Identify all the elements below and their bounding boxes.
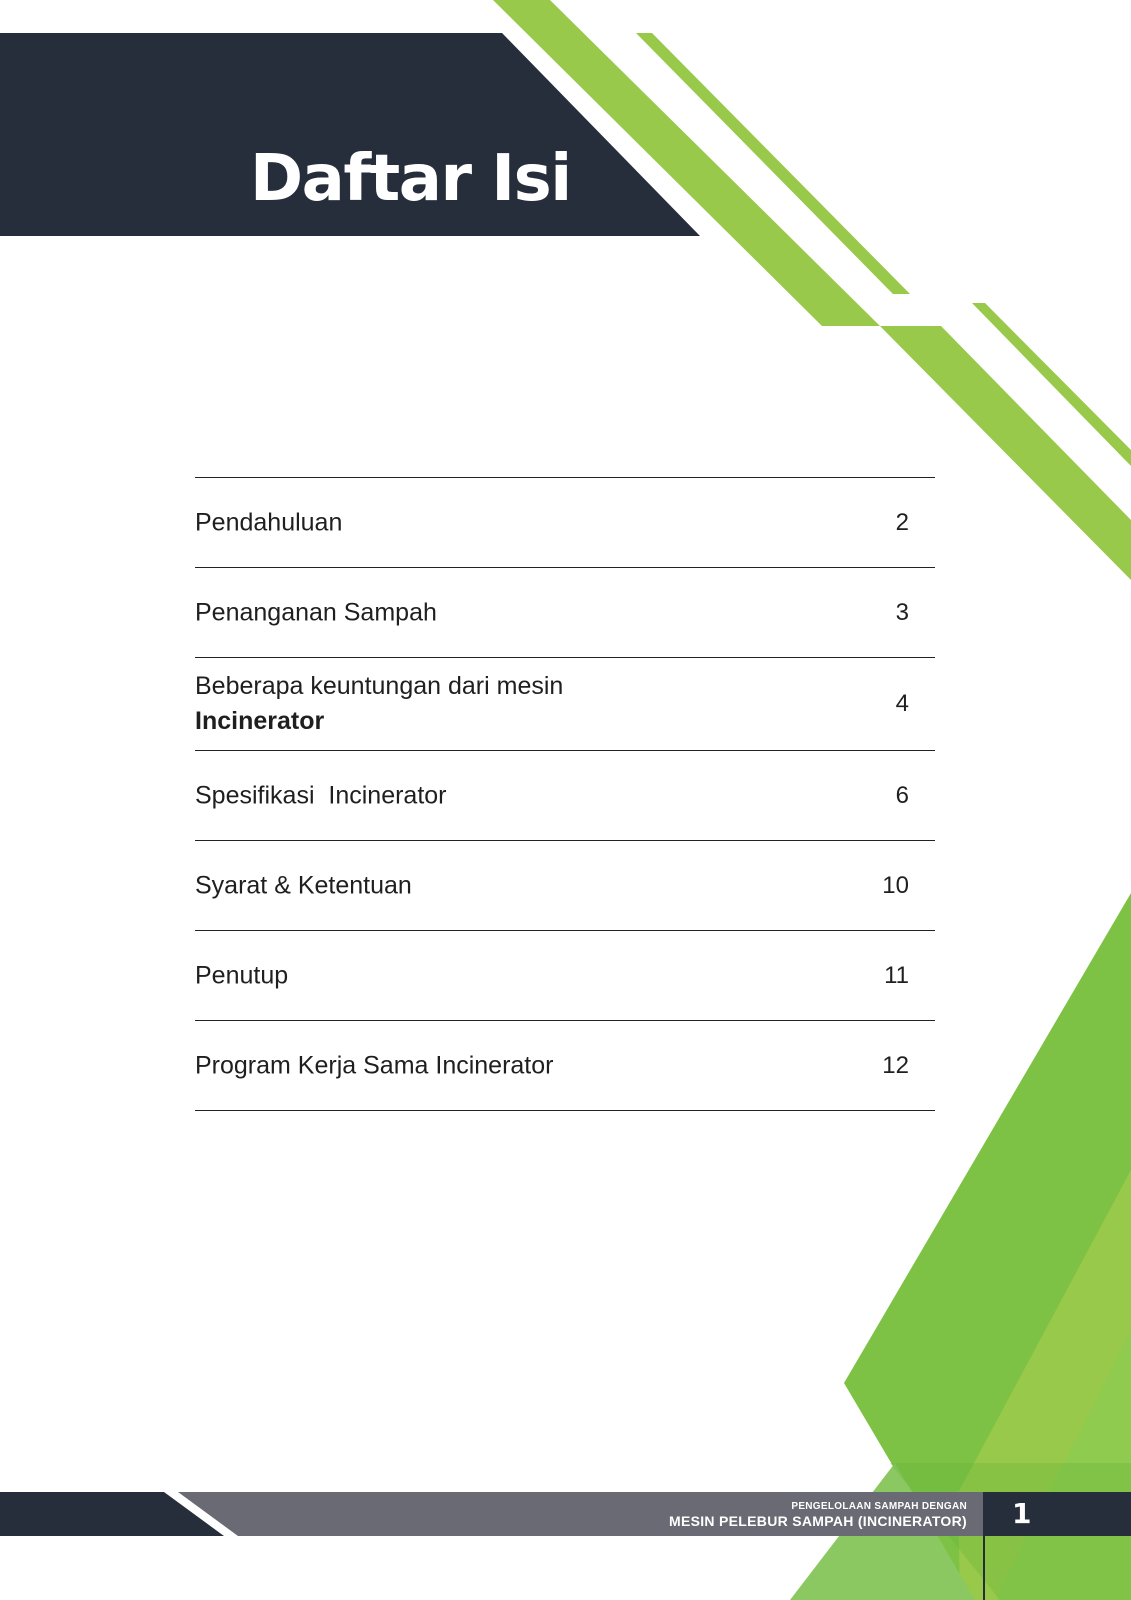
toc-entry-page: 2: [895, 508, 909, 536]
toc-entry-label: Program Kerja Sama Incinerator: [195, 1051, 554, 1079]
toc-entry-label-bold: Incinerator: [195, 707, 325, 735]
toc-entry-page: 12: [882, 1051, 909, 1079]
toc-entry-label: Spesifikasi Incinerator: [195, 781, 447, 809]
page-title: Daftar Isi: [250, 142, 571, 216]
toc-entry[interactable]: [195, 841, 935, 931]
footer-line2: MESIN PELEBUR SAMPAH (INCINERATOR): [669, 1513, 967, 1529]
toc-entry[interactable]: [195, 1021, 935, 1111]
footer-line1: PENGELOLAAN SAMPAH DENGAN: [791, 1501, 967, 1512]
toc-entry[interactable]: [195, 658, 935, 751]
toc-entry-label: Penanganan Sampah: [195, 598, 437, 626]
footer-title: [669, 1499, 967, 1529]
toc-entry-page: 10: [882, 871, 909, 899]
toc-entry-page: 4: [895, 690, 909, 717]
toc-entry-label: Penutup: [195, 961, 289, 989]
toc-entry-label: [195, 669, 563, 739]
table-of-contents: [195, 477, 935, 1111]
toc-entry[interactable]: [195, 751, 935, 841]
toc-entry-label: Syarat & Ketentuan: [195, 871, 412, 899]
toc-entry[interactable]: [195, 568, 935, 658]
toc-entry-label-line1: Beberapa keuntungan dari mesin: [195, 672, 564, 700]
toc-entry-page: 3: [895, 598, 909, 626]
toc-entry[interactable]: [195, 478, 935, 568]
toc-entry-page: 11: [884, 961, 909, 989]
footer-right-navy: [984, 1492, 1131, 1536]
footer-vertical-line: [983, 1492, 985, 1600]
page-number: 1: [1012, 1497, 1032, 1530]
toc-entry-label: Pendahuluan: [195, 508, 343, 536]
toc-entry[interactable]: [195, 931, 935, 1021]
toc-entry-page: 6: [895, 781, 909, 809]
